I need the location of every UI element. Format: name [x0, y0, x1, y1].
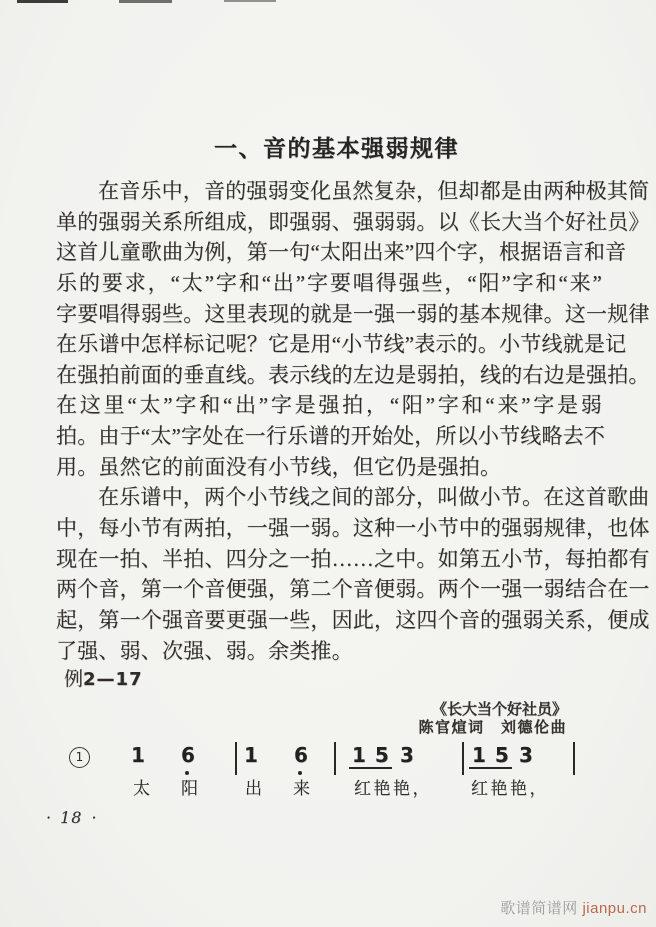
- body-text-line: 了强、弱、次强、弱。余类推。: [56, 638, 353, 663]
- scan-artifact-line: [17, 0, 68, 3]
- lyric-syllable: 阳: [181, 779, 198, 798]
- watermark: [500, 897, 647, 918]
- body-text-line: 在音乐中，音的强弱变化虽然复杂，但却都是由两种极其简: [98, 179, 650, 203]
- barline: [235, 742, 237, 775]
- scan-artifact-line: [119, 0, 172, 3]
- body-text-line: 字要唱得弱些。这里表现的就是一强一弱的基本规律。这一规律: [56, 301, 650, 326]
- footer-dot: ·: [46, 808, 52, 827]
- body-text-line: 用。虽然它的前面没有小节线，但它仍是强拍。: [56, 454, 502, 479]
- note-digit: 1: [472, 743, 486, 767]
- barline: [462, 742, 464, 775]
- body-text-line: 乐的要求，“太”字和“出”字要唱得强些，“阳”字和“来”: [56, 270, 602, 295]
- eighth-note-beam-group: [469, 744, 512, 769]
- note-digit: 6: [294, 743, 308, 767]
- body-text: [56, 176, 650, 666]
- lyric-phrase: 红艳艳，: [471, 779, 549, 798]
- low-octave-dot: [298, 771, 302, 775]
- body-text-line: 这首儿童歌曲为例，第一句“太阳出来”四个字，根据语言和音: [56, 240, 627, 265]
- note-digit: 5: [494, 743, 509, 767]
- barline: [573, 742, 575, 775]
- note-digit: 1: [244, 743, 258, 767]
- note-digit: 1: [352, 743, 366, 767]
- song-credit-block: [418, 702, 567, 736]
- scan-artifact-line: [224, 0, 276, 2]
- note-digit: 3: [400, 743, 414, 767]
- page-number: 18: [60, 808, 83, 827]
- phrase-number-circle: 1: [69, 747, 90, 768]
- lyric-phrase: 红艳艳，: [354, 779, 432, 798]
- example-label-prefix: 例: [64, 669, 84, 690]
- body-text-line: 拍。由于“太”字处在一行乐谱的开始处，所以小节线略去不: [56, 424, 606, 449]
- lyric-syllable: 太: [133, 779, 150, 798]
- body-text-line: 在这里“太”字和“出”字是强拍，“阳”字和“来”字是弱: [56, 393, 602, 418]
- body-text-line: 起，第一个强音要更强一些，因此，这四个音的强弱关系，便成: [56, 607, 650, 632]
- low-octave-dot: [185, 771, 189, 775]
- body-text-line: 在强拍前面的垂直线。表示线的左边是弱拍，线的右边是强拍。: [56, 362, 650, 387]
- body-text-line: 中，每小节有两拍，一强一弱。这种一小节中的强弱规律，也体: [56, 516, 650, 541]
- note-digit: 5: [374, 743, 389, 767]
- body-text-line: 两个音，第一个音便强，第二个音便弱。两个一强一弱结合在一: [56, 577, 650, 602]
- example-label: [64, 668, 143, 692]
- body-text-line: 在乐谱中，两个小节线之间的部分，叫做小节。在这首歌曲: [98, 485, 650, 510]
- footer-dot: ·: [91, 808, 97, 827]
- note-digit: 6: [181, 743, 195, 767]
- watermark-site-name: 歌谱简谱网: [500, 900, 578, 917]
- example-label-number: 2—17: [83, 669, 143, 690]
- page-title: 一、音的基本强弱规律: [214, 135, 459, 161]
- body-text-line: 现在一拍、半拍、四分之一拍……之中。如第五小节，每拍都有: [56, 546, 650, 571]
- song-title: 《长大当个好社员》: [431, 702, 567, 718]
- song-credits: 陈官煊词 刘德伦曲: [418, 720, 567, 736]
- lyric-syllable: 来: [293, 779, 310, 798]
- eighth-note-beam-group: [349, 744, 392, 769]
- note-digit: 3: [519, 743, 533, 767]
- body-text-line: 单的强弱关系所组成，即强弱、强弱弱。以《长大当个好社员》: [56, 209, 650, 234]
- body-text-line: 在乐谱中怎样标记呢？它是用“小节线”表示的。小节线就是记: [56, 332, 627, 357]
- watermark-site-url: jianpu.cn: [582, 900, 647, 917]
- lyric-syllable: 出: [245, 779, 262, 798]
- note-digit: 1: [131, 743, 145, 767]
- page-number-footer: [46, 808, 97, 827]
- barline: [334, 742, 336, 775]
